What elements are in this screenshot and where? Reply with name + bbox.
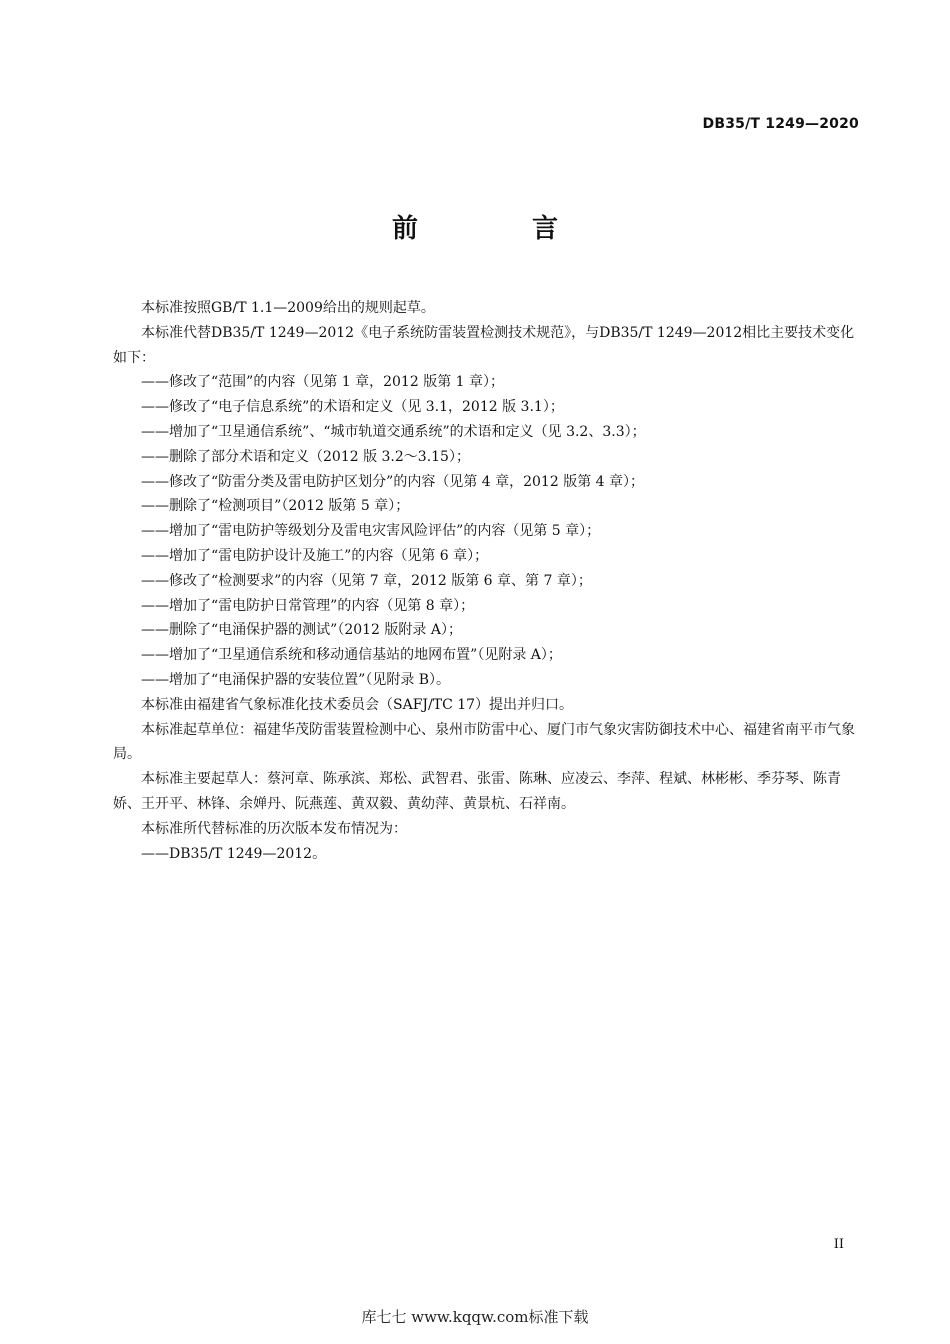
list-item-change: ——删除了部分术语和定义（2012 版 3.2～3.15）； [141,448,470,465]
paragraph-proposer: 本标准由福建省气象标准化技术委员会（SAFJ/TC 17）提出并归口。 [141,696,574,713]
list-item-change: ——修改了“电子信息系统”的术语和定义（见 3.1，2012 版 3.1）； [141,399,564,416]
paragraph-drafters: 本标准主要起草人：蔡河章、陈承滨、郑松、武智君、张雷、陈琳、应凌云、李萍、程斌、林彬彬、季芬琴、陈青娇、王开平、林锋、余婵丹、阮燕莲、黄双毅、黄幼萍、黄景杭、石祥南。 [113,771,841,812]
list-item-change: ——修改了“防雷分类及雷电防护区划分”的内容（见第 4 章，2012 版第 4 章）； [141,473,645,490]
paragraph-drafting-units: 本标准起草单位：福建华茂防雷装置检测中心、泉州市防雷中心、厦门市气象灾害防御技术中心、福建省南平市气象局。 [113,721,855,763]
page-title: 前 言 [391,214,602,244]
paragraph-version-history: 本标准所代替标准的历次版本发布情况为： [141,820,407,837]
list-item-change: ——增加了“雷电防护等级划分及雷电灾害风险评估”的内容（见第 5 章）； [141,523,601,540]
list-item-change: ——修改了“检测要求”的内容（见第 7 章，2012 版第 6 章、第 7 章）； [141,572,592,589]
page-number: II [833,1237,844,1252]
paragraph-replacement: 本标准代替DB35/T 1249—2012《电子系统防雷装置检测技术规范》，与DB35/T 1249—2012相比主要技术变化如下： [113,324,855,366]
list-item-change: ——增加了“雷电防护设计及施工”的内容（见第 6 章）； [141,547,489,564]
list-item-change: ——删除了“电涌保护器的测试”（2012 版附录 A）； [141,622,462,639]
list-item-change: ——增加了“卫星通信系统和移动通信基站的地网布置”（见附录 A）； [141,647,562,664]
standard-code: DB35/T 1249—2020 [702,116,859,132]
watermark-text: 库七七 www.kqqw.com标准下载 [361,1308,589,1326]
list-item-change: ——增加了“雷电防护日常管理”的内容（见第 8 章）； [141,597,475,614]
paragraph-drafting-rules: 本标准按照GB/T 1.1—2009给出的规则起草。 [141,300,435,316]
list-item-change: ——增加了“电涌保护器的安装位置”（见附录 B）。 [141,671,451,688]
list-item-change: ——增加了“卫星通信系统”、“城市轨道交通系统”的术语和定义（见 3.2、3.3）； [141,423,646,440]
list-item-change: ——修改了“范围”的内容（见第 1 章，2012 版第 1 章）； [141,374,505,391]
foreword-body [113,296,861,866]
list-item-change: ——删除了“检测项目”（2012 版第 5 章）； [141,498,410,515]
list-item-previous-version: ——DB35/T 1249—2012。 [141,845,327,862]
